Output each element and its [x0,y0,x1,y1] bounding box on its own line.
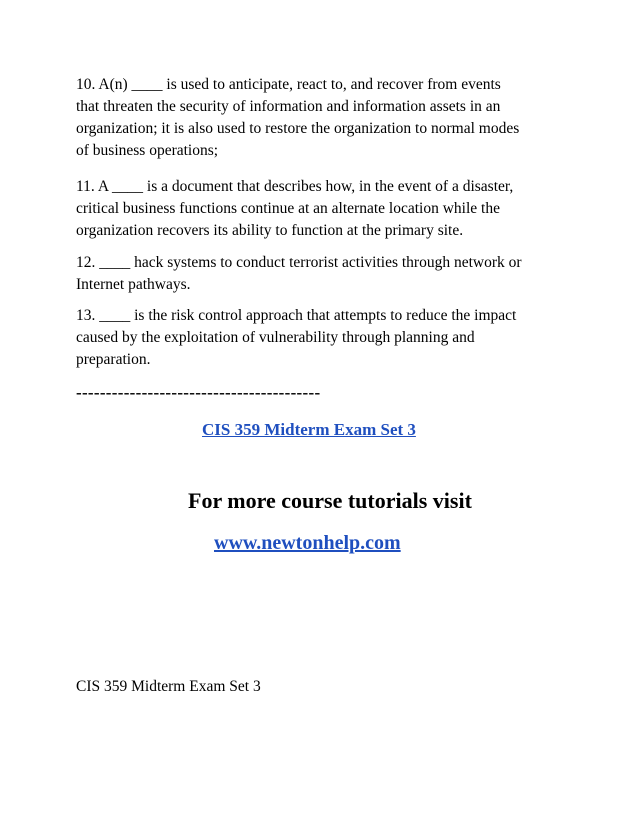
question-11 [76,176,572,242]
question-13-line: preparation. [76,351,151,368]
website-link[interactable]: www.newtonhelp.com [214,532,401,554]
question-10 [76,74,572,162]
question-11-line: 11. A ____ is a document that describes how, in the event of a disaster, [76,178,514,195]
question-13-line: caused by the exploitation of vulnerability through planning and [76,329,475,346]
question-13 [76,305,572,371]
question-10-line: organization; it is also used to restore the organization to normal modes [76,120,520,137]
question-12-line: Internet pathways. [76,276,191,293]
exam-set-link[interactable]: CIS 359 Midterm Exam Set 3 [202,420,416,439]
question-10-line: that threaten the security of information and information assets in an [76,98,501,115]
question-11-line: critical business functions continue at an alternate location while the [76,200,500,217]
footer-exam-title: CIS 359 Midterm Exam Set 3 [76,678,261,695]
question-12 [76,252,572,296]
question-12-line: 12. ____ hack systems to conduct terrorist activities through network or [76,254,522,271]
question-10-line: 10. A(n) ____ is used to anticipate, react to, and recover from events [76,76,501,93]
question-13-line: 13. ____ is the risk control approach that attempts to reduce the impact [76,307,517,324]
question-10-line: of business operations; [76,142,219,159]
question-11-line: organization recovers its ability to function at the primary site. [76,222,464,239]
promo-heading: For more course tutorials visit [188,488,472,513]
dashed-separator: ----------------------------------------- [76,383,321,402]
